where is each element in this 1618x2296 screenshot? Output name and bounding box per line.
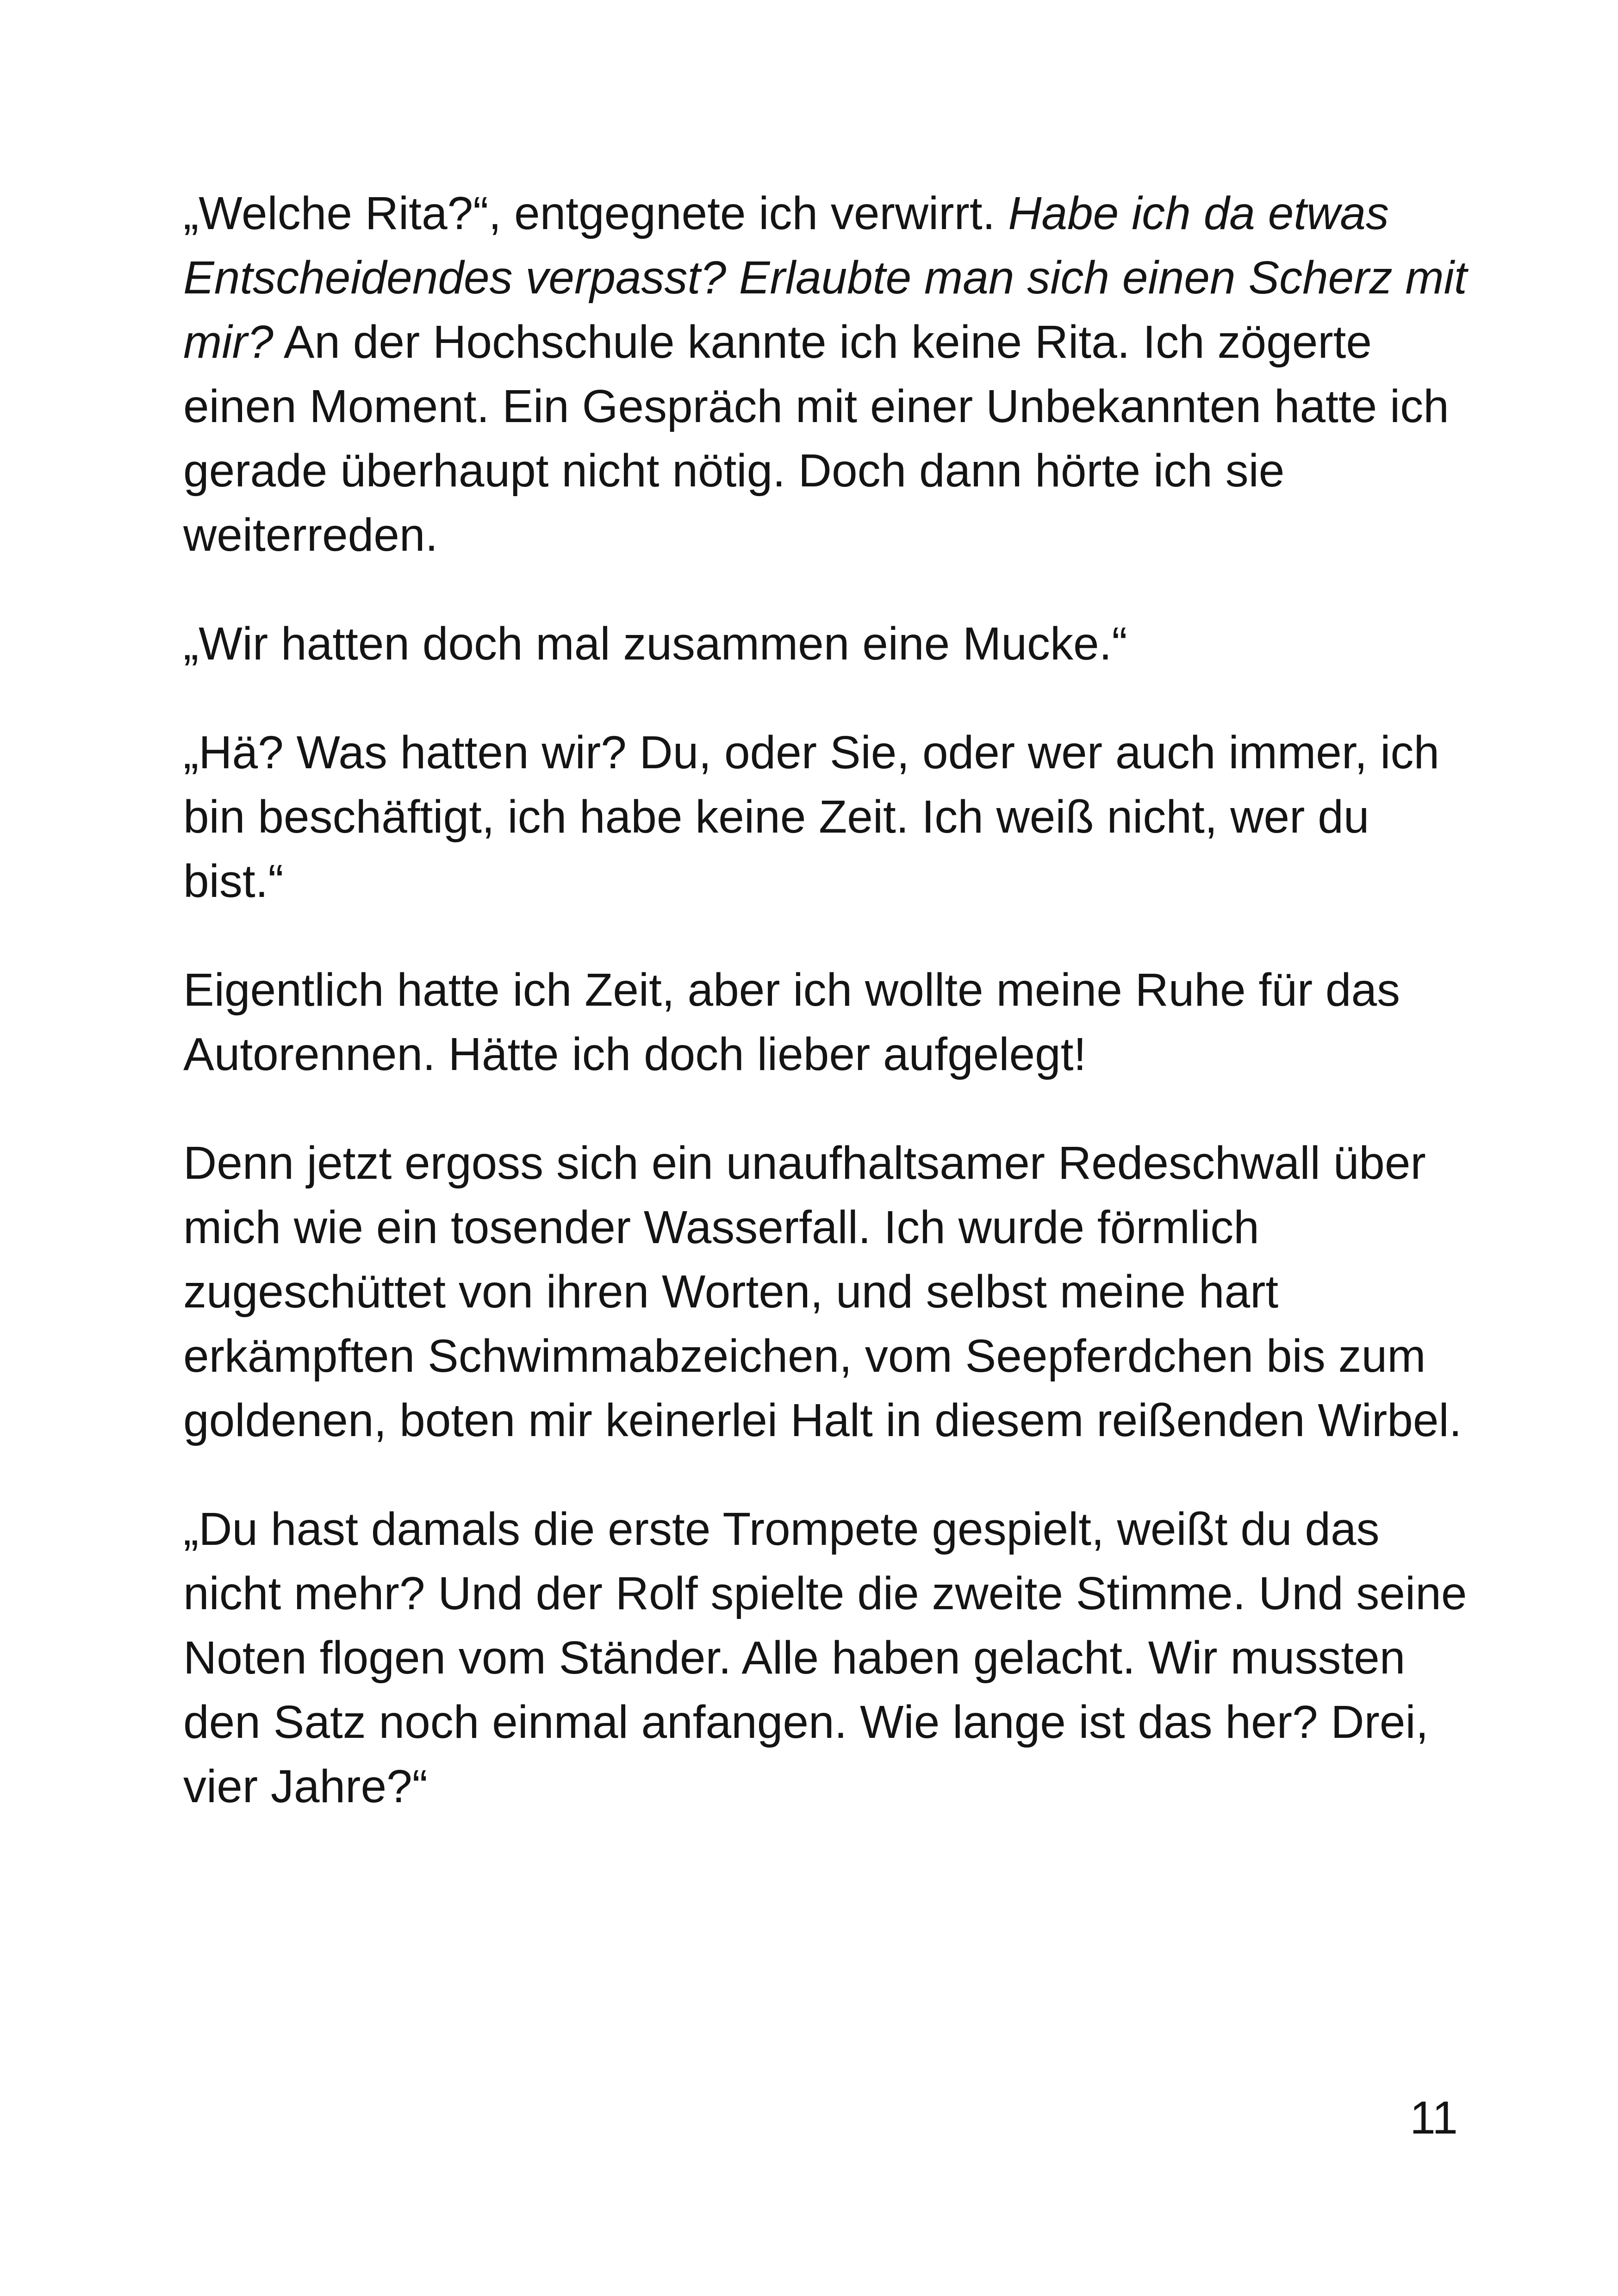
paragraph-2: „Wir hatten doch mal zusammen eine Mucke.“ — [183, 618, 1127, 670]
body-text — [183, 181, 1479, 1819]
paragraph-4: Eigentlich hatte ich Zeit, aber ich wollte meine Ruhe für das Autorennen. Hätte ich doch lieber aufgelegt! — [183, 964, 1400, 1080]
paragraph-1 — [183, 181, 1479, 567]
paragraph-1-text-a: „Welche Rita?“, entgegnete ich verwirrt. — [183, 187, 1008, 239]
paragraph-3: „Hä? Was hatten wir? Du, oder Sie, oder wer auch immer, ich bin beschäftigt, ich habe keine Zeit. Ich weiß nicht, wer du bist.“ — [183, 727, 1440, 907]
page-number: 11 — [1410, 2092, 1458, 2144]
paragraph-6: „Du hast damals die erste Trompete gespielt, weißt du das nicht mehr? Und der Rolf spielte die zweite Stimme. Und seine Noten flogen vom Ständer. Alle haben gelacht. Wir mussten den Satz noch einmal anfangen. Wie lange ist das her? Drei, vier Jahre?“ — [183, 1503, 1467, 1812]
paragraph-1-italic-thought: Habe ich da etwas Entscheidendes verpasst? Erlaubte man sich einen Scherz mit mir? — [183, 187, 1467, 368]
paragraph-1-text-b: An der Hochschule kannte ich keine Rita. Ich zögerte einen Moment. Ein Gespräch mit einer Unbekannten hatte ich gerade überhaupt nicht nötig. Doch dann hörte ich sie weiterreden. — [183, 316, 1449, 561]
paragraph-5: Denn jetzt ergoss sich ein unaufhaltsamer Redeschwall über mich wie ein tosender Wasserfall. Ich wurde förmlich zugeschüttet von ihren Worten, und selbst meine hart erkämpften Schwimmabzeichen, vom Seepferdchen bis zum goldenen, boten mir keinerlei Halt in diesem reißenden Wirbel. — [183, 1137, 1462, 1446]
